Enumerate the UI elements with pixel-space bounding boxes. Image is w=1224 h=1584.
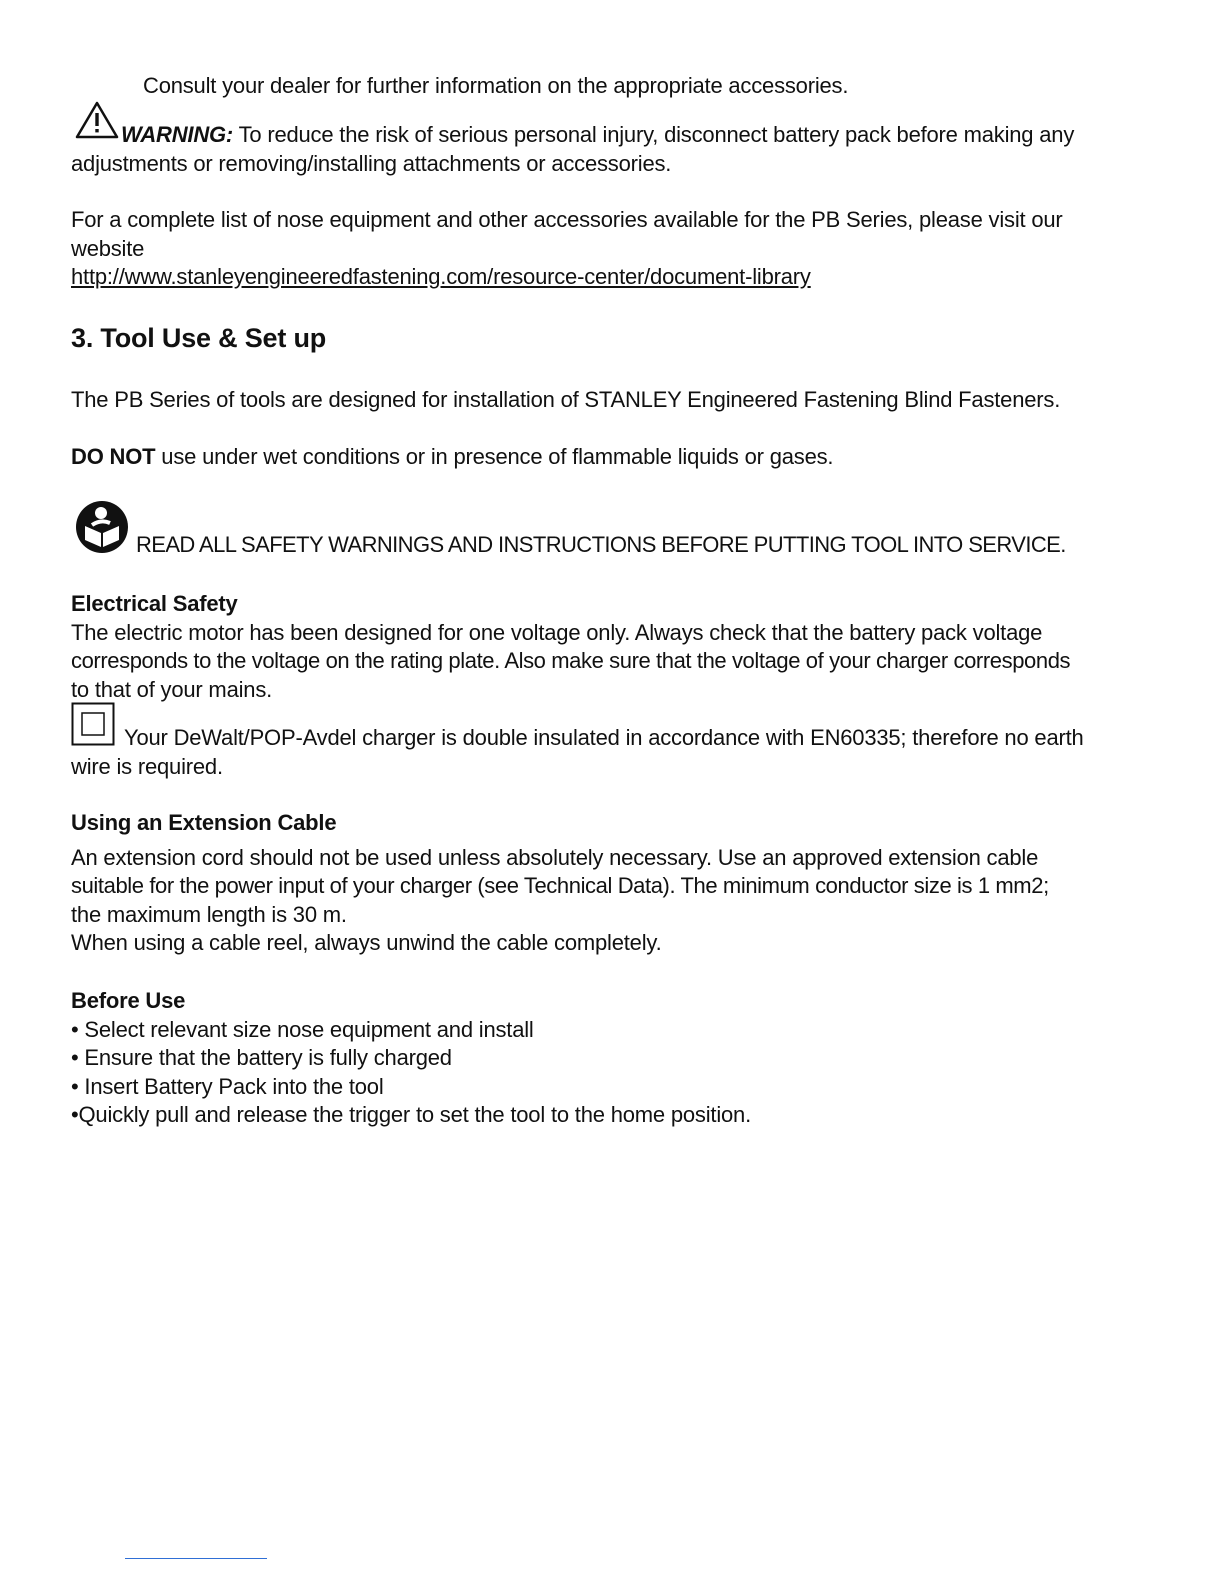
consult-line: Consult your dealer for further information on the appropriate accessories. [143, 73, 849, 98]
electrical-safety-heading: Electrical Safety [71, 591, 238, 616]
extension-cable-block [71, 809, 1171, 958]
electrical-line2: corresponds to the voltage on the rating plate. Also make sure that the voltage of your charger corresponds [71, 648, 1071, 673]
section-intro: The PB Series of tools are designed for installation of STANLEY Engineered Fastening Blind Fasteners. [71, 387, 1061, 412]
extension-line1: An extension cord should not be used unless absolutely necessary. Use an approved extension cable [71, 844, 1039, 870]
electrical-line1: The electric motor has been designed for one voltage only. Always check that the battery pack voltage [71, 619, 1043, 645]
do-not-line [71, 443, 1151, 472]
extension-line2: suitable for the power input of your charger (see Technical Data). The minimum conductor size is 1 mm2; [71, 873, 1049, 898]
footer-rule [125, 1558, 267, 1559]
do-not-text: use under wet conditions or in presence of flammable liquids or gases. [161, 444, 834, 469]
warning-block [71, 121, 1171, 178]
extension-line3: the maximum length is 30 m. [71, 901, 347, 927]
accessories-line2: website [71, 235, 145, 261]
accessories-block [71, 206, 1171, 292]
list-item: • Ensure that the battery is fully charged [71, 1045, 452, 1070]
read-all-warning: READ ALL SAFETY WARNINGS AND INSTRUCTIONS BEFORE PUTTING TOOL INTO SERVICE. [136, 532, 1066, 557]
warning-label: WARNING: [121, 122, 234, 147]
charger-block [71, 724, 1171, 781]
electrical-safety-block [71, 590, 1171, 704]
charger-line2: wire is required. [71, 753, 223, 779]
read-manual-icon [74, 499, 130, 555]
warning-text-line2: adjustments or removing/installing attachments or accessories. [71, 150, 672, 176]
charger-line1: Your DeWalt/POP-Avdel charger is double insulated in accordance with EN60335; therefore no earth [124, 725, 1084, 750]
list-item: •Quickly pull and release the trigger to set the tool to the home position. [71, 1102, 751, 1127]
do-not-label: DO NOT [71, 444, 156, 469]
electrical-line3: to that of your mains. [71, 676, 273, 702]
list-item: • Insert Battery Pack into the tool [71, 1073, 384, 1099]
warning-text-line1: To reduce the risk of serious personal injury, disconnect battery pack before making any [238, 122, 1075, 147]
document-library-link[interactable]: http://www.stanleyengineeredfastening.com/resource-center/document-library [71, 264, 811, 289]
before-use-block [71, 987, 1151, 1130]
extension-cable-heading: Using an Extension Cable [71, 810, 337, 835]
extension-line4: When using a cable reel, always unwind the cable completely. [71, 930, 662, 955]
section-title: 3. Tool Use & Set up [71, 323, 327, 353]
before-use-heading: Before Use [71, 988, 186, 1013]
accessories-line1: For a complete list of nose equipment and other accessories available for the PB Series, please visit our [71, 207, 1063, 232]
list-item: • Select relevant size nose equipment and install [71, 1016, 534, 1042]
